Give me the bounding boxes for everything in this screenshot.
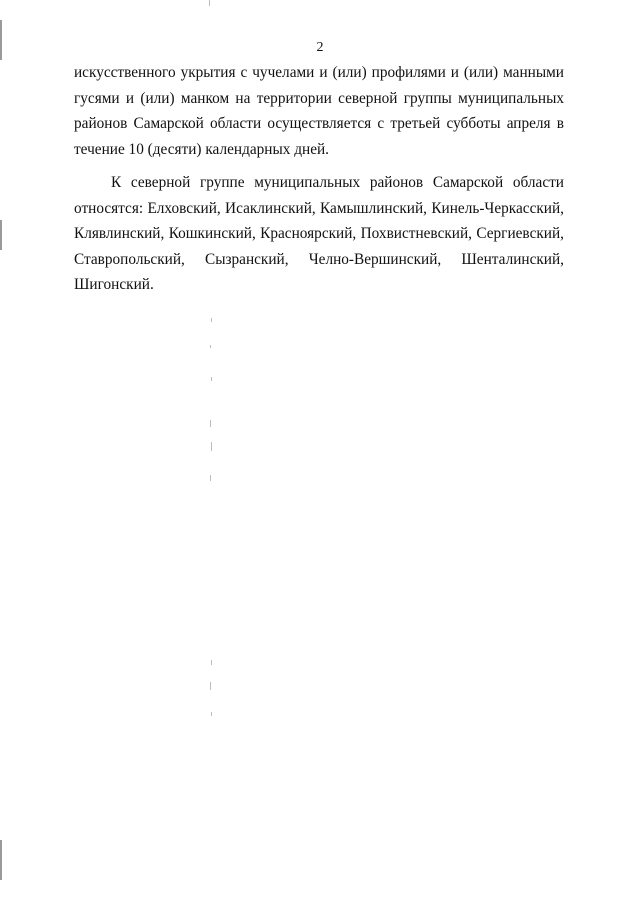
scan-artifact [210, 682, 211, 690]
paragraph-district-list: К северной группе муниципальных районов Самарской области относятся: Елховский, Исаклинский, Камышлинский, Кинель-Черкасский, Клявлинский, Кошкинский, Красноярский, Похвистневский, Сергиевский, Ставропольский, Сызранский, Челно-Вершинский, Шенталинский, Шигонский. [74, 174, 564, 293]
scan-edge-mark [0, 220, 2, 250]
scan-artifact [211, 442, 212, 451]
scan-artifact [210, 475, 211, 481]
scan-artifact [211, 660, 212, 665]
scan-artifact [211, 377, 212, 381]
scan-edge-mark [0, 840, 2, 880]
scan-artifact [209, 0, 210, 6]
scan-artifact [211, 712, 212, 716]
paragraph-continuation: искусственного укрытия с чучелами и (или) профилями и (или) манными гусями и (или) манком на территории северной группы муниципальных районов Самарской области осуществляется с третьей субботы апреля в течение 10 (десяти) календарных дней. [74, 64, 564, 158]
scan-artifact [210, 345, 211, 348]
scan-artifact [210, 420, 211, 427]
scan-artifact [211, 318, 212, 322]
page-number: 2 [316, 40, 324, 55]
